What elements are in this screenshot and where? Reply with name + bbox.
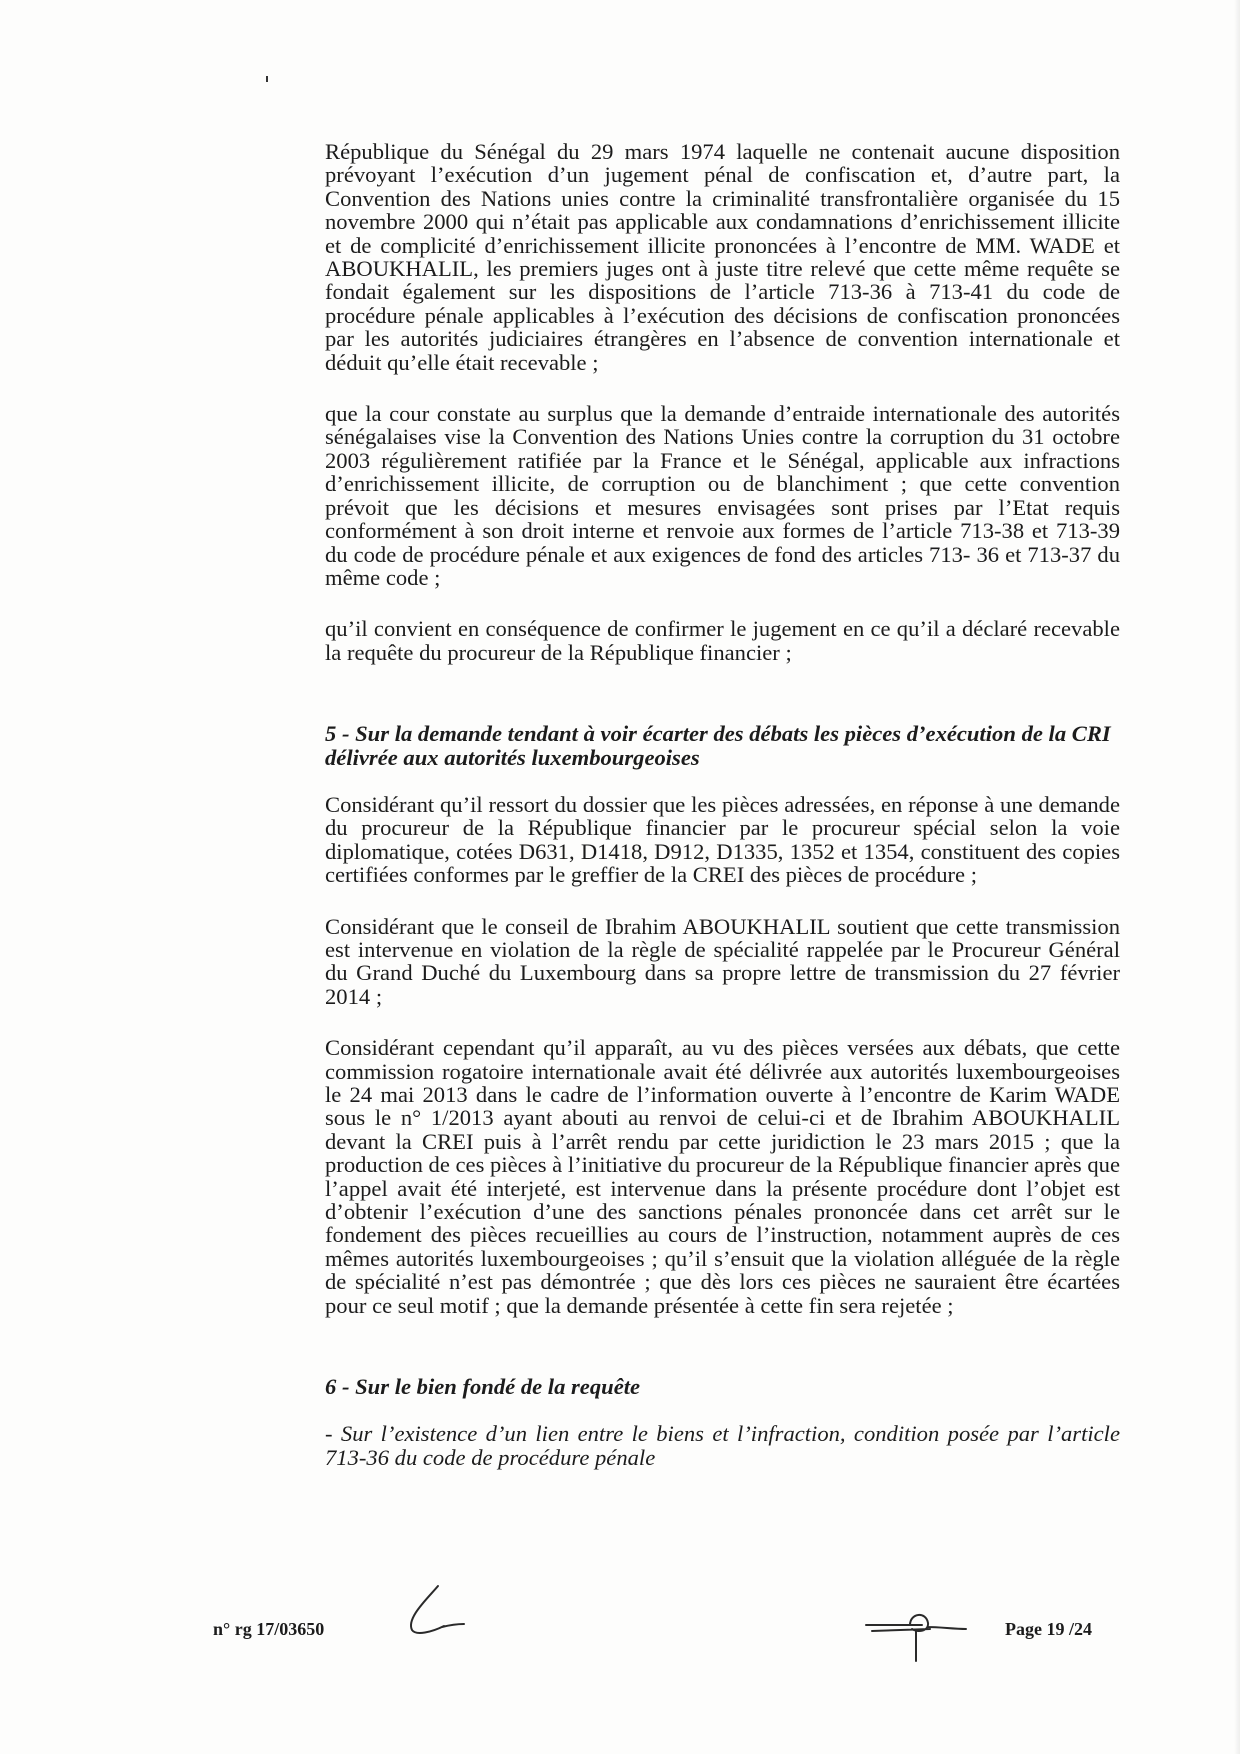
initials-signature-icon — [398, 1582, 478, 1642]
paragraph: que la cour constate au surplus que la demande d’entraide internationale des autorités sénégalaises vise la Convention des Nations Unies contre la corruption du 31 octobre 2003 régulièrement ratifiée par la France et le Sénégal, applicable aux infractions d’enrichissement illicite, de corruption ou de blanchiment ; que cette convention prévoit que les décisions et mesures envisagées sont prises par l’Etat requis conformément à son droit interne et renvoie aux formes de l’article 713-38 et 713-39 du code de procédure pénale et aux exigences de fond des articles 713- 36 et 713-37 du même code ; — [325, 401, 1120, 590]
section-heading-6: 6 - Sur le bien fondé de la requête — [325, 1374, 641, 1400]
paragraph: Considérant qu’il ressort du dossier que les pièces adressées, en réponse à une demande du procureur de la République financier par le procureur spécial selon la voie diplomatique, cotées D631, D1418, D912, D1335, 1352 et 1354, constituent des copies certifiées conformes par le greffier de la CREI des pièces de procédure ; — [325, 791, 1120, 888]
paraphe-signature-icon — [862, 1605, 972, 1665]
section-subheading: - Sur l’existence d’un lien entre le biens et l’infraction, condition posée par l’article 713-36 du code de procédure pénale — [325, 1421, 1120, 1470]
paragraph: Considérant cependant qu’il apparaît, au vu des pièces versées aux débats, que cette commission rogatoire internationale avait été délivrée aux autorités luxembourgeoises le 24 mai 2013 dans le cadre de l’information ouverte à l’encontre de Karim WADE sous le n° 1/2013 ayant abouti au renvoi de celui-ci et de Ibrahim ABOUKHALIL devant la CREI puis à l’arrêt rendu par cette juridiction le 23 mars 2015 ; que la production de ces pièces à l’initiative du procureur de la République financier après que l’appel avait été interjeté, est intervenue dans la présente procédure dont l’objet est d’obtenir l’exécution d’une des sanctions pénales prononcée dans cet arrêt sur le fondement des pièces recueillies au cours de l’instruction, notamment auprès de ces mêmes autorités luxembourgeoises ; qu’il s’ensuit que la violation alléguée de la règle de spécialité n’est pas démontrée ; que dès lors ces pièces ne sauraient être écartées pour ce seul motif ; que la demande présentée à cette fin sera rejetée ; — [325, 1035, 1120, 1318]
page-edge — [1234, 0, 1240, 1754]
case-reference: n° rg 17/03650 — [213, 1619, 325, 1639]
paragraph: qu’il convient en conséquence de confirmer le jugement en ce qu’il a déclaré recevable la requête du procureur de la République financier ; — [325, 616, 1120, 665]
paragraph: République du Sénégal du 29 mars 1974 laquelle ne contenait aucune disposition prévoyant l’exécution d’un jugement pénal de confiscation et, d’autre part, la Convention des Nations unies contre la criminalité transfrontalière organisée du 15 novembre 2000 qui n’était pas applicable aux condamnations d’enrichissement illicite et de complicité d’enrichissement illicite prononcées à l’encontre de MM. WADE et ABOUKHALIL, les premiers juges ont à juste titre relevé que cette même requête se fondait également sur les dispositions de l’article 713-36 à 713-41 du code de procédure pénale applicables à l’exécution des décisions de confiscation prononcées par les autorités judiciaires étrangères en l’absence de convention internationale et déduit qu’elle était recevable ; — [325, 139, 1120, 375]
page-number: Page 19 /24 — [1005, 1619, 1092, 1639]
section-heading-5: 5 - Sur la demande tendant à voir écarter des débats les pièces d’exécution de la CRI délivrée aux autorités luxembourgeoises — [325, 721, 1111, 770]
scan-mark — [266, 76, 268, 82]
document-body — [325, 140, 1120, 1469]
paragraph: Considérant que le conseil de Ibrahim ABOUKHALIL soutient que cette transmission est intervenue en violation de la règle de spécialité rappelée par le Procureur Général du Grand Duché du Luxembourg dans sa propre lettre de transmission du 27 février 2014 ; — [325, 913, 1120, 1009]
